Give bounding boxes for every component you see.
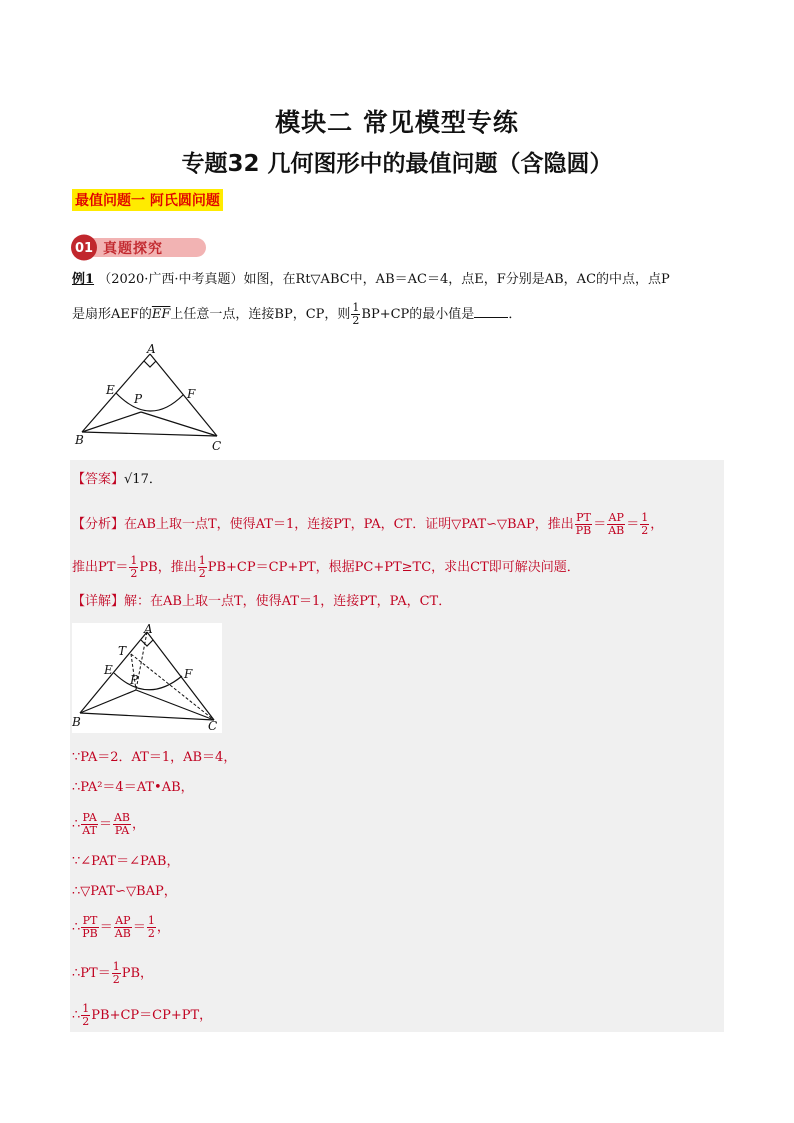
fraction-pa-at: $\frac{PA}{AT}$ <box>82 811 97 837</box>
label-P: P <box>130 673 139 687</box>
label-B: B <box>75 433 84 447</box>
step-1: ∵PA＝2．AT＝1，AB＝4， <box>72 750 237 765</box>
detail-line <box>72 592 724 612</box>
step-8-b: PB+CP＝CP+PT， <box>91 1008 213 1023</box>
label-C: C <box>212 439 222 453</box>
label-A: A <box>144 623 153 636</box>
fraction-half: $\frac{1}{2}$ <box>198 554 206 580</box>
equals: ＝ <box>593 517 607 532</box>
fraction-half: $\frac{1}{2}$ <box>112 960 120 986</box>
label-F: F <box>187 387 196 401</box>
answer-tag: 【答案】 <box>72 472 125 487</box>
analysis-tag: 【分析】 <box>72 517 125 532</box>
problem-source: （2020·广西·中考真题） <box>98 272 244 287</box>
arc-label: $\overline{EF}$ <box>151 307 171 322</box>
fraction-pt-pb: $\frac{PT}{PB}$ <box>82 914 98 940</box>
fraction-ap-ab: $\frac{AP}{AB}$ <box>114 914 131 940</box>
problem-statement-1: 如图，在Rt▽ABC中，AB＝AC＝4，点E，F分别是AB，AC的中点，点P <box>243 272 670 287</box>
label-E: E <box>106 383 115 397</box>
therefore: ∴ <box>72 817 81 832</box>
analysis-line-2 <box>72 555 724 580</box>
step-8 <box>72 1003 724 1028</box>
label-C: C <box>208 719 218 733</box>
equals: ＝ <box>98 817 112 832</box>
detail-intro: 解：在AB上取一点T，使得AT＝1，连接PT，PA，CT． <box>124 594 452 609</box>
fraction-half: $\frac{1}{2}$ <box>641 511 649 537</box>
label-F: F <box>184 667 193 681</box>
triangle-figure-2 <box>72 623 222 733</box>
step-5: ∴▽PAT∽▽BAP， <box>72 884 177 899</box>
page-subtitle: 专题32 几何图形中的最值问题（含隐圆） <box>181 151 613 177</box>
fraction-ap-ab: $\frac{AP}{AB}$ <box>608 511 625 537</box>
equals: ＝ <box>99 920 113 935</box>
answer-value: √17 <box>124 472 149 487</box>
step-3 <box>72 812 724 837</box>
fraction-half: $\frac{1}{2}$ <box>147 914 155 940</box>
answer-blank <box>474 305 508 318</box>
problem-text-a: 是扇形AEF的 <box>72 307 152 322</box>
section-heading: 最值问题一 阿氏圆问题 <box>72 189 223 211</box>
step-8-a: ∴ <box>72 1008 81 1023</box>
fraction-half: $\frac{1}{2}$ <box>82 1002 90 1028</box>
equals: ＝ <box>132 920 146 935</box>
label-A: A <box>147 342 156 356</box>
fraction-pt-pb: $\frac{PT}{PB}$ <box>575 511 592 537</box>
analysis-text-2b: PB，推出 <box>139 560 197 575</box>
solution-block <box>70 460 724 1032</box>
step-3-end: ， <box>132 817 146 832</box>
therefore: ∴ <box>72 920 81 935</box>
section-banner <box>70 234 212 261</box>
step-7 <box>72 961 724 986</box>
problem-end: ． <box>508 307 522 322</box>
banner-label: 真题探究 <box>103 241 163 257</box>
answer-end: ． <box>148 472 162 487</box>
triangle-figure <box>72 340 232 455</box>
step-6-end: ， <box>156 920 170 935</box>
analysis-line-1: 【分析】在AB上取一点T，使得AT＝1，连接PT，PA，CT．证明▽PAT∽▽BAP，推出 $\frac{PT}{PB}$ ＝ $\frac{AP}{AB}$ ＝ $\frac{1}{2}$ ， <box>72 511 664 537</box>
fraction-ab-pa: $\frac{AB}{PA}$ <box>113 811 131 837</box>
step-2: ∴PA²＝4＝AT•AB， <box>72 780 194 795</box>
detail-tag: 【详解】 <box>72 594 125 609</box>
step-6 <box>72 915 724 940</box>
step-7-a: ∴PT＝ <box>72 966 111 981</box>
label-P: P <box>134 392 143 406</box>
banner-number: 01 <box>74 241 94 256</box>
analysis-text-2a: 推出PT＝ <box>72 560 129 575</box>
label-B: B <box>72 715 81 729</box>
step-4: ∵∠PAT＝∠PAB， <box>72 854 180 869</box>
fraction-half: $\frac{1}{2}$ <box>352 301 360 327</box>
problem-line-1 <box>72 270 724 290</box>
label-T: T <box>118 644 127 658</box>
step-7-b: PB， <box>121 966 154 981</box>
example-label: 例1 <box>72 272 95 287</box>
problem-line-2 <box>72 302 724 327</box>
label-E: E <box>104 663 113 677</box>
problem-text-c: BP+CP的最小值是 <box>361 307 475 322</box>
answer-line <box>72 470 724 490</box>
analysis-text-2c: PB+CP＝CP+PT，根据PC+PT≥TC，求出CT即可解决问题． <box>207 560 580 575</box>
analysis-text-1: 在AB上取一点T，使得AT＝1，连接PT，PA，CT．证明▽PAT∽▽BAP，推出 <box>124 517 574 532</box>
problem-text-b: 上任意一点，连接BP，CP，则 <box>170 307 351 322</box>
fraction-half: $\frac{1}{2}$ <box>130 554 138 580</box>
equals: ＝ <box>626 517 640 532</box>
page-title: 模块二 常见模型专练 <box>275 108 519 137</box>
